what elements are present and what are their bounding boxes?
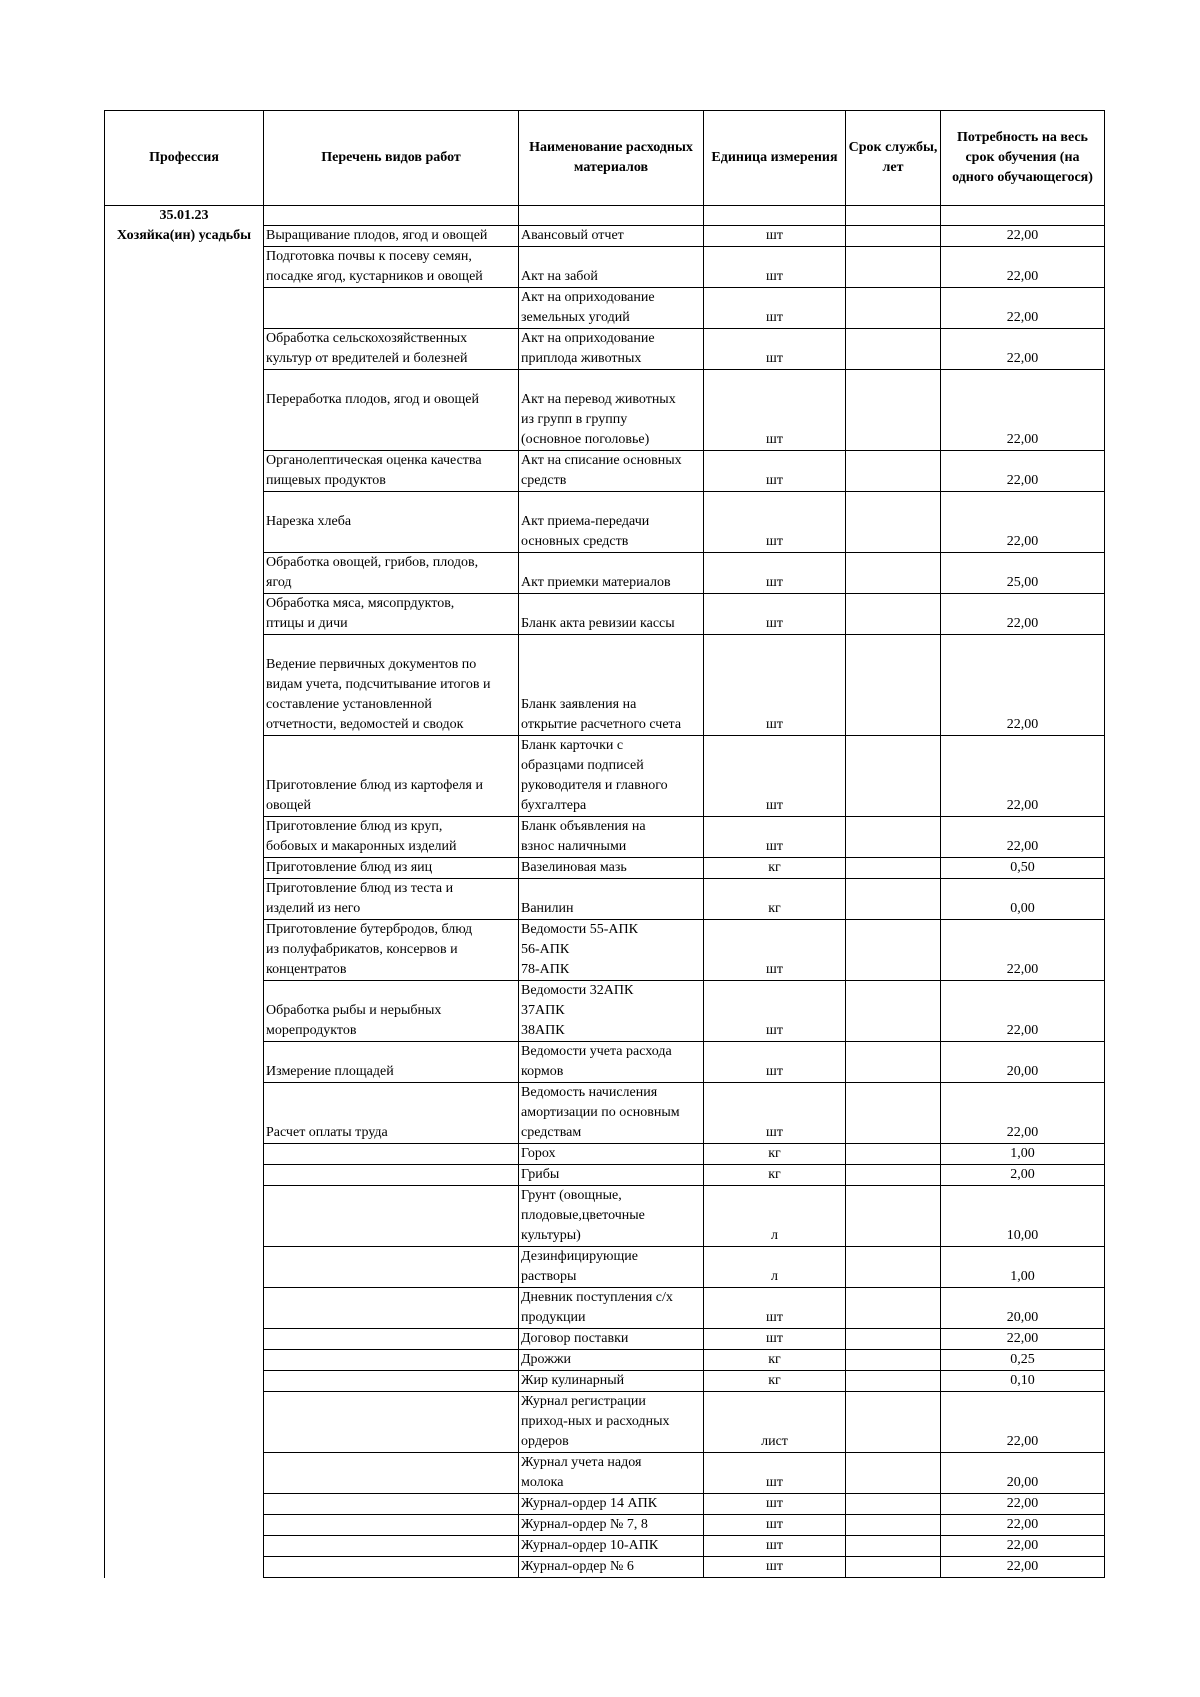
service-life-cell bbox=[846, 451, 941, 492]
quantity-cell: 0,00 bbox=[941, 879, 1105, 920]
service-life-cell bbox=[846, 1494, 941, 1515]
quantity-cell: 22,00 bbox=[941, 370, 1105, 451]
quantity-cell: 1,00 bbox=[941, 1144, 1105, 1165]
unit-cell: шт bbox=[704, 492, 846, 553]
work-cell: Нарезка хлеба bbox=[264, 492, 519, 553]
quantity-cell: 22,00 bbox=[941, 1329, 1105, 1350]
work-cell bbox=[264, 1144, 519, 1165]
quantity-cell: 22,00 bbox=[941, 635, 1105, 736]
quantity-cell: 22,00 bbox=[941, 594, 1105, 635]
header-unit: Единица измерения bbox=[704, 111, 846, 206]
quantity-cell bbox=[941, 206, 1105, 226]
quantity-cell: 22,00 bbox=[941, 247, 1105, 288]
material-cell: Вазелиновая мазь bbox=[519, 858, 704, 879]
quantity-cell: 0,10 bbox=[941, 1371, 1105, 1392]
quantity-cell: 22,00 bbox=[941, 451, 1105, 492]
unit-cell: шт bbox=[704, 288, 846, 329]
work-cell bbox=[264, 1186, 519, 1247]
work-cell: Обработка рыбы и нерыбных морепродуктов bbox=[264, 981, 519, 1042]
quantity-cell: 25,00 bbox=[941, 553, 1105, 594]
quantity-cell: 22,00 bbox=[941, 1557, 1105, 1578]
service-life-cell bbox=[846, 1247, 941, 1288]
quantity-cell: 22,00 bbox=[941, 226, 1105, 247]
material-cell: Договор поставки bbox=[519, 1329, 704, 1350]
quantity-cell: 22,00 bbox=[941, 1515, 1105, 1536]
header-need: Потребность на весь срок обучения (на одного обучающегося) bbox=[941, 111, 1105, 206]
quantity-cell: 22,00 bbox=[941, 1083, 1105, 1144]
profession-cell: 35.01.23 Хозяйка(ин) усадьбы bbox=[105, 206, 264, 1578]
unit-cell bbox=[704, 206, 846, 226]
header-service-life: Срок службы, лет bbox=[846, 111, 941, 206]
quantity-cell: 10,00 bbox=[941, 1186, 1105, 1247]
quantity-cell: 22,00 bbox=[941, 492, 1105, 553]
quantity-cell: 22,00 bbox=[941, 920, 1105, 981]
service-life-cell bbox=[846, 1536, 941, 1557]
unit-cell: кг bbox=[704, 1371, 846, 1392]
work-cell bbox=[264, 1515, 519, 1536]
work-cell bbox=[264, 1392, 519, 1453]
material-cell: Ведомости 55-АПК 56-АПК 78-АПК bbox=[519, 920, 704, 981]
service-life-cell bbox=[846, 247, 941, 288]
quantity-cell: 22,00 bbox=[941, 1494, 1105, 1515]
material-cell: Ведомость начисления амортизации по основным средствам bbox=[519, 1083, 704, 1144]
material-cell: Журнал регистрации приход-ных и расходных ордеров bbox=[519, 1392, 704, 1453]
service-life-cell bbox=[846, 981, 941, 1042]
unit-cell: шт bbox=[704, 1494, 846, 1515]
quantity-cell: 20,00 bbox=[941, 1288, 1105, 1329]
work-cell: Приготовление блюд из картофеля и овощей bbox=[264, 736, 519, 817]
service-life-cell bbox=[846, 288, 941, 329]
quantity-cell: 22,00 bbox=[941, 817, 1105, 858]
service-life-cell bbox=[846, 206, 941, 226]
service-life-cell bbox=[846, 879, 941, 920]
material-cell: Акт приемки материалов bbox=[519, 553, 704, 594]
service-life-cell bbox=[846, 817, 941, 858]
service-life-cell bbox=[846, 920, 941, 981]
work-cell: Выращивание плодов, ягод и овощей bbox=[264, 226, 519, 247]
service-life-cell bbox=[846, 635, 941, 736]
unit-cell: шт bbox=[704, 736, 846, 817]
service-life-cell bbox=[846, 492, 941, 553]
service-life-cell bbox=[846, 1515, 941, 1536]
unit-cell: шт bbox=[704, 553, 846, 594]
work-cell bbox=[264, 1329, 519, 1350]
material-cell: Жир кулинарный bbox=[519, 1371, 704, 1392]
unit-cell: шт bbox=[704, 1288, 846, 1329]
service-life-cell bbox=[846, 1453, 941, 1494]
material-cell: Ванилин bbox=[519, 879, 704, 920]
quantity-cell: 22,00 bbox=[941, 981, 1105, 1042]
material-cell: Грибы bbox=[519, 1165, 704, 1186]
unit-cell: шт bbox=[704, 451, 846, 492]
material-cell: Акт на перевод животных из групп в группу (основное поголовье) bbox=[519, 370, 704, 451]
work-cell: Подготовка почвы к посеву семян, посадке ягод, кустарников и овощей bbox=[264, 247, 519, 288]
unit-cell: кг bbox=[704, 1144, 846, 1165]
service-life-cell bbox=[846, 1083, 941, 1144]
quantity-cell: 22,00 bbox=[941, 1392, 1105, 1453]
work-cell bbox=[264, 1165, 519, 1186]
work-cell: Приготовление блюд из яиц bbox=[264, 858, 519, 879]
header-profession: Профессия bbox=[105, 111, 264, 206]
service-life-cell bbox=[846, 1371, 941, 1392]
service-life-cell bbox=[846, 858, 941, 879]
unit-cell: шт bbox=[704, 981, 846, 1042]
header-material: Наименование расходных материалов bbox=[519, 111, 704, 206]
quantity-cell: 20,00 bbox=[941, 1453, 1105, 1494]
work-cell: Обработка сельскохозяйственных культур от вредителей и болезней bbox=[264, 329, 519, 370]
unit-cell: шт bbox=[704, 1042, 846, 1083]
unit-cell: шт bbox=[704, 1515, 846, 1536]
material-cell bbox=[519, 206, 704, 226]
unit-cell: шт bbox=[704, 370, 846, 451]
quantity-cell: 22,00 bbox=[941, 736, 1105, 817]
service-life-cell bbox=[846, 1144, 941, 1165]
material-cell: Дневник поступления с/х продукции bbox=[519, 1288, 704, 1329]
material-cell: Акт на списание основных средств bbox=[519, 451, 704, 492]
table-row bbox=[105, 206, 1105, 226]
material-cell: Авансовый отчет bbox=[519, 226, 704, 247]
materials-table bbox=[104, 110, 1105, 1578]
unit-cell: шт bbox=[704, 920, 846, 981]
work-cell bbox=[264, 1494, 519, 1515]
unit-cell: шт bbox=[704, 1557, 846, 1578]
unit-cell: шт bbox=[704, 1329, 846, 1350]
service-life-cell bbox=[846, 1329, 941, 1350]
unit-cell: л bbox=[704, 1186, 846, 1247]
material-cell: Дезинфицирующие растворы bbox=[519, 1247, 704, 1288]
work-cell: Переработка плодов, ягод и овощей bbox=[264, 370, 519, 451]
unit-cell: шт bbox=[704, 594, 846, 635]
unit-cell: шт bbox=[704, 817, 846, 858]
work-cell: Обработка овощей, грибов, плодов, ягод bbox=[264, 553, 519, 594]
service-life-cell bbox=[846, 226, 941, 247]
work-cell bbox=[264, 1557, 519, 1578]
work-cell bbox=[264, 1371, 519, 1392]
unit-cell: шт bbox=[704, 247, 846, 288]
service-life-cell bbox=[846, 1186, 941, 1247]
work-cell bbox=[264, 1350, 519, 1371]
unit-cell: шт bbox=[704, 1453, 846, 1494]
material-cell: Журнал-ордер № 7, 8 bbox=[519, 1515, 704, 1536]
quantity-cell: 20,00 bbox=[941, 1042, 1105, 1083]
material-cell: Бланк карточки с образцами подписей руководителя и главного бухгалтера bbox=[519, 736, 704, 817]
unit-cell: лист bbox=[704, 1392, 846, 1453]
work-cell: Ведение первичных документов по видам учета, подсчитывание итогов и составление установленной отчетности, ведомостей и сводок bbox=[264, 635, 519, 736]
material-cell: Акт на оприходование земельных угодий bbox=[519, 288, 704, 329]
service-life-cell bbox=[846, 1288, 941, 1329]
header-works: Перечень видов работ bbox=[264, 111, 519, 206]
material-cell: Акт на забой bbox=[519, 247, 704, 288]
unit-cell: кг bbox=[704, 879, 846, 920]
work-cell bbox=[264, 206, 519, 226]
unit-cell: кг bbox=[704, 1165, 846, 1186]
material-cell: Бланк объявления на взнос наличными bbox=[519, 817, 704, 858]
service-life-cell bbox=[846, 736, 941, 817]
header-row bbox=[105, 111, 1105, 206]
unit-cell: кг bbox=[704, 858, 846, 879]
material-cell: Горох bbox=[519, 1144, 704, 1165]
quantity-cell: 22,00 bbox=[941, 288, 1105, 329]
work-cell: Приготовление блюд из теста и изделий из него bbox=[264, 879, 519, 920]
work-cell: Приготовление бутербродов, блюд из полуфабрикатов, консервов и концентратов bbox=[264, 920, 519, 981]
material-cell: Журнал-ордер № 6 bbox=[519, 1557, 704, 1578]
material-cell: Ведомости 32АПК 37АПК 38АПК bbox=[519, 981, 704, 1042]
quantity-cell: 22,00 bbox=[941, 329, 1105, 370]
materials-sheet bbox=[104, 110, 1104, 1578]
unit-cell: шт bbox=[704, 329, 846, 370]
material-cell: Журнал-ордер 14 АПК bbox=[519, 1494, 704, 1515]
material-cell: Журнал-ордер 10-АПК bbox=[519, 1536, 704, 1557]
work-cell: Органолептическая оценка качества пищевых продуктов bbox=[264, 451, 519, 492]
service-life-cell bbox=[846, 1557, 941, 1578]
unit-cell: кг bbox=[704, 1350, 846, 1371]
work-cell: Приготовление блюд из круп, бобовых и макаронных изделий bbox=[264, 817, 519, 858]
material-cell: Ведомости учета расхода кормов bbox=[519, 1042, 704, 1083]
table-body bbox=[105, 206, 1105, 1578]
service-life-cell bbox=[846, 1392, 941, 1453]
material-cell: Дрожжи bbox=[519, 1350, 704, 1371]
service-life-cell bbox=[846, 329, 941, 370]
quantity-cell: 0,50 bbox=[941, 858, 1105, 879]
material-cell: Бланк заявления на открытие расчетного счета bbox=[519, 635, 704, 736]
material-cell: Бланк акта ревизии кассы bbox=[519, 594, 704, 635]
unit-cell: шт bbox=[704, 226, 846, 247]
work-cell: Измерение площадей bbox=[264, 1042, 519, 1083]
service-life-cell bbox=[846, 370, 941, 451]
unit-cell: шт bbox=[704, 1083, 846, 1144]
service-life-cell bbox=[846, 594, 941, 635]
quantity-cell: 2,00 bbox=[941, 1165, 1105, 1186]
unit-cell: л bbox=[704, 1247, 846, 1288]
work-cell bbox=[264, 288, 519, 329]
service-life-cell bbox=[846, 1165, 941, 1186]
work-cell bbox=[264, 1288, 519, 1329]
work-cell bbox=[264, 1536, 519, 1557]
service-life-cell bbox=[846, 1350, 941, 1371]
quantity-cell: 22,00 bbox=[941, 1536, 1105, 1557]
service-life-cell bbox=[846, 1042, 941, 1083]
work-cell bbox=[264, 1247, 519, 1288]
material-cell: Акт приема-передачи основных средств bbox=[519, 492, 704, 553]
work-cell: Обработка мяса, мясопрдуктов, птицы и дичи bbox=[264, 594, 519, 635]
material-cell: Грунт (овощные, плодовые,цветочные культуры) bbox=[519, 1186, 704, 1247]
material-cell: Акт на оприходование приплода животных bbox=[519, 329, 704, 370]
quantity-cell: 0,25 bbox=[941, 1350, 1105, 1371]
quantity-cell: 1,00 bbox=[941, 1247, 1105, 1288]
unit-cell: шт bbox=[704, 1536, 846, 1557]
unit-cell: шт bbox=[704, 635, 846, 736]
work-cell bbox=[264, 1453, 519, 1494]
material-cell: Журнал учета надоя молока bbox=[519, 1453, 704, 1494]
work-cell: Расчет оплаты труда bbox=[264, 1083, 519, 1144]
service-life-cell bbox=[846, 553, 941, 594]
